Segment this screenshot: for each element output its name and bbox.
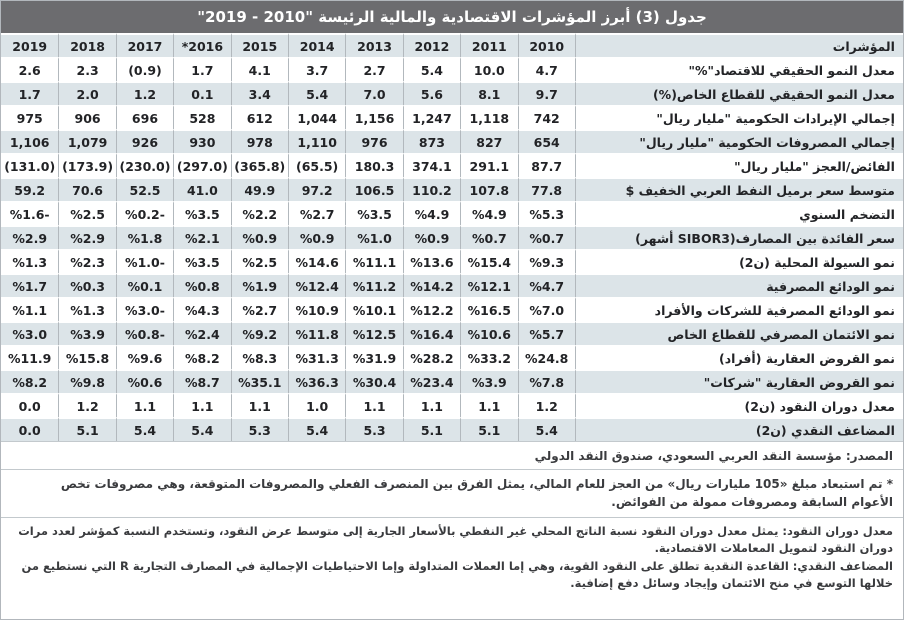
value-cell: %2.9 [1,225,58,249]
value-cell: 2.6 [1,57,58,81]
value-cell: %3.0 [1,321,58,345]
value-cell: %0.8- [116,321,173,345]
indicator-label: إجمالي المصروفات الحكومية "مليار ريال" [575,129,904,153]
indicator-label: المضاعف النقدي (ن2) [575,417,904,441]
value-cell: %16.5 [460,297,517,321]
value-cell: 3.4 [231,81,288,105]
value-cell: (131.0) [1,153,58,177]
value-cell: %30.4 [345,369,402,393]
value-cell: %0.6 [116,369,173,393]
value-cell: %14.6 [288,249,345,273]
value-cell: 1.7 [173,57,230,81]
value-cell: %8.2 [173,345,230,369]
year-column-header: 2010 [518,33,575,57]
value-cell: 77.8 [518,177,575,201]
value-cell: %4.9 [460,201,517,225]
table-row [1,345,904,369]
table-row [1,297,904,321]
table-row [1,57,904,81]
source-note: المصدر: مؤسسة النقد العربي السعودي، صندوق النقد الدولي [1,441,903,469]
value-cell: 110.2 [403,177,460,201]
value-cell: 976 [345,129,402,153]
value-cell: (297.0) [173,153,230,177]
value-cell: 0.1 [173,81,230,105]
value-cell: 291.1 [460,153,517,177]
table-row [1,417,904,441]
year-column-header: *2016 [173,33,230,57]
value-cell: 1.0 [288,393,345,417]
value-cell: 5.1 [58,417,115,441]
value-cell: 654 [518,129,575,153]
value-cell: %12.4 [288,273,345,297]
value-cell: %0.8 [173,273,230,297]
value-cell: 1.2 [58,393,115,417]
value-cell: 5.1 [403,417,460,441]
indicator-label: نمو القروض العقارية "شركات" [575,369,904,393]
value-cell: 975 [1,105,58,129]
value-cell: %1.1 [1,297,58,321]
value-cell: %15.8 [58,345,115,369]
value-cell: %9.6 [116,345,173,369]
value-cell: %0.7 [518,225,575,249]
value-cell: %0.9 [403,225,460,249]
value-cell: %3.9 [58,321,115,345]
indicators-table [1,33,904,441]
table-title: جدول (3) أبرز المؤشرات الاقتصادية والمالية الرئيسة "2010 - 2019" [1,1,903,33]
value-cell: %11.2 [345,273,402,297]
value-cell: %10.1 [345,297,402,321]
value-cell: 1.1 [460,393,517,417]
value-cell: 5.3 [345,417,402,441]
value-cell: %0.7 [460,225,517,249]
indicator-label: نمو القروض العقارية (أفراد) [575,345,904,369]
value-cell: %0.9 [288,225,345,249]
value-cell: %5.7 [518,321,575,345]
value-cell: 10.0 [460,57,517,81]
value-cell: 1,044 [288,105,345,129]
indicator-label: إجمالي الإيرادات الحكومية "مليار ريال" [575,105,904,129]
table-row [1,273,904,297]
value-cell: 1,106 [1,129,58,153]
value-cell: 180.3 [345,153,402,177]
value-cell: %23.4 [403,369,460,393]
value-cell: %0.1 [116,273,173,297]
table-row [1,105,904,129]
value-cell: %12.1 [460,273,517,297]
value-cell: %2.4 [173,321,230,345]
value-cell: %10.9 [288,297,345,321]
value-cell: %3.5 [173,249,230,273]
value-cell: 528 [173,105,230,129]
value-cell: 1.2 [518,393,575,417]
value-cell: %2.5 [58,201,115,225]
velocity-definition: معدل دوران النقود: يمثل معدل دوران النقود نسبة الناتج المحلي غير النفطي بالأسعار الجارية إلى متوسط عرض النقود، وتستخدم النسبة كمؤشر لعدد مرات دوران النقود لتمويل المعاملات الاقتصادية. [18,524,893,556]
value-cell: 696 [116,105,173,129]
value-cell: 742 [518,105,575,129]
indicator-label: نمو السيولة المحلية (ن2) [575,249,904,273]
table-row [1,81,904,105]
value-cell: 87.7 [518,153,575,177]
value-cell: (230.0) [116,153,173,177]
value-cell: 0.0 [1,393,58,417]
value-cell: %8.2 [1,369,58,393]
value-cell: (173.9) [58,153,115,177]
value-cell: %10.6 [460,321,517,345]
value-cell: 827 [460,129,517,153]
value-cell: (365.8) [231,153,288,177]
value-cell: 1,110 [288,129,345,153]
value-cell: 5.4 [403,57,460,81]
value-cell: 1.1 [173,393,230,417]
value-cell: 2.7 [345,57,402,81]
indicator-label: متوسط سعر برميل النفط العربي الخفيف $ [575,177,904,201]
value-cell: 1.2 [116,81,173,105]
value-cell: 3.7 [288,57,345,81]
year-column-header: 2019 [1,33,58,57]
value-cell: %31.3 [288,345,345,369]
value-cell: 5.4 [173,417,230,441]
value-cell: 9.7 [518,81,575,105]
value-cell: %9.8 [58,369,115,393]
year-column-header: 2017 [116,33,173,57]
value-cell: %3.5 [345,201,402,225]
value-cell: 1.1 [231,393,288,417]
value-cell: 5.4 [288,81,345,105]
asterisk-note: * تم استبعاد مبلغ «105 مليارات ريال» من العجز للعام المالي، يمثل الفرق بين المنصرف الفعلي والمصروفات المتوقعة، وهي مصروفات تخص الأعوام السابقة ومصروفات ممولة من الفوائض. [1,469,903,517]
value-cell: %2.1 [173,225,230,249]
value-cell: %3.5 [173,201,230,225]
value-cell: %14.2 [403,273,460,297]
value-cell: 106.5 [345,177,402,201]
table-row [1,369,904,393]
value-cell: %9.2 [231,321,288,345]
indicators-column-header: المؤشرات [575,33,904,57]
table-row [1,321,904,345]
value-cell: %1.7 [1,273,58,297]
year-column-header: 2014 [288,33,345,57]
value-cell: 1.1 [116,393,173,417]
value-cell: 612 [231,105,288,129]
value-cell: 1.1 [403,393,460,417]
value-cell: %11.8 [288,321,345,345]
value-cell: 1,118 [460,105,517,129]
value-cell: 8.1 [460,81,517,105]
value-cell: 107.8 [460,177,517,201]
value-cell: 5.4 [518,417,575,441]
value-cell: %4.3 [173,297,230,321]
value-cell: 873 [403,129,460,153]
value-cell: %2.7 [231,297,288,321]
table-row [1,225,904,249]
value-cell: 906 [58,105,115,129]
value-cell: 0.0 [1,417,58,441]
value-cell: %8.7 [173,369,230,393]
value-cell: %3.0- [116,297,173,321]
table-row [1,177,904,201]
value-cell: 5.4 [288,417,345,441]
value-cell: 70.6 [58,177,115,201]
value-cell: %1.8 [116,225,173,249]
value-cell: %1.9 [231,273,288,297]
indicator-label: الفائض/العجز "مليار ريال" [575,153,904,177]
value-cell: %1.3 [58,297,115,321]
value-cell: 2.0 [58,81,115,105]
year-column-header: 2015 [231,33,288,57]
value-cell: 5.4 [116,417,173,441]
table-row [1,153,904,177]
value-cell: %5.3 [518,201,575,225]
value-cell: (65.5) [288,153,345,177]
value-cell: 374.1 [403,153,460,177]
indicator-label: معدل دوران النقود (ن2) [575,393,904,417]
value-cell: %28.2 [403,345,460,369]
value-cell: 1,079 [58,129,115,153]
year-column-header: 2011 [460,33,517,57]
value-cell: 1.7 [1,81,58,105]
value-cell: %2.2 [231,201,288,225]
indicator-label: سعر الفائدة بين المصارف(SIBOR3 أشهر) [575,225,904,249]
value-cell: %13.6 [403,249,460,273]
value-cell: 49.9 [231,177,288,201]
value-cell: %4.7 [518,273,575,297]
table-header-row [1,33,904,57]
value-cell: 7.0 [345,81,402,105]
value-cell: 1.1 [345,393,402,417]
value-cell: 978 [231,129,288,153]
value-cell: %0.3 [58,273,115,297]
value-cell: 97.2 [288,177,345,201]
value-cell: 5.1 [460,417,517,441]
table-row [1,249,904,273]
value-cell: %4.9 [403,201,460,225]
value-cell: %2.5 [231,249,288,273]
value-cell: 1,247 [403,105,460,129]
value-cell: 926 [116,129,173,153]
value-cell: %7.8 [518,369,575,393]
value-cell: %1.0 [345,225,402,249]
indicator-label: نمو الائتمان المصرفي للقطاع الخاص [575,321,904,345]
value-cell: 52.5 [116,177,173,201]
value-cell: %2.7 [288,201,345,225]
value-cell: %36.3 [288,369,345,393]
definitions-note [1,517,903,590]
value-cell: %1.6- [1,201,58,225]
value-cell: %11.1 [345,249,402,273]
year-column-header: 2018 [58,33,115,57]
value-cell: %0.2- [116,201,173,225]
multiplier-definition: المضاعف النقدي: القاعدة النقدية تطلق على النقود القوية، وهي إما العملات المتداولة وإما الاحتياطيات الإجمالية في المصارف التجارية R التي نستطيع من خلالها التوسع في منح الائتمان وإيجاد وسائل دفع إضافية. [21,558,893,590]
table-row [1,201,904,225]
value-cell: %15.4 [460,249,517,273]
year-column-header: 2013 [345,33,402,57]
value-cell: %3.9 [460,369,517,393]
year-column-header: 2012 [403,33,460,57]
value-cell: %31.9 [345,345,402,369]
table-row [1,393,904,417]
indicator-label: معدل النمو الحقيقي للاقتصاد"%" [575,57,904,81]
value-cell: 1,156 [345,105,402,129]
value-cell: %35.1 [231,369,288,393]
value-cell: %8.3 [231,345,288,369]
indicator-label: معدل النمو الحقيقي للقطاع الخاص(%) [575,81,904,105]
value-cell: 930 [173,129,230,153]
value-cell: %12.5 [345,321,402,345]
value-cell: %7.0 [518,297,575,321]
indicator-label: نمو الودائع المصرفية للشركات والأفراد [575,297,904,321]
value-cell: %1.3 [1,249,58,273]
value-cell: 5.3 [231,417,288,441]
value-cell: %11.9 [1,345,58,369]
value-cell: %12.2 [403,297,460,321]
value-cell: 5.6 [403,81,460,105]
value-cell: 2.3 [58,57,115,81]
value-cell: %1.0- [116,249,173,273]
value-cell: %0.9 [231,225,288,249]
value-cell: %9.3 [518,249,575,273]
table-row [1,129,904,153]
value-cell: %2.3 [58,249,115,273]
value-cell: 4.7 [518,57,575,81]
indicator-label: التضخم السنوي [575,201,904,225]
indicator-label: نمو الودائع المصرفية [575,273,904,297]
value-cell: %2.9 [58,225,115,249]
value-cell: %16.4 [403,321,460,345]
value-cell: 41.0 [173,177,230,201]
value-cell: 59.2 [1,177,58,201]
value-cell: %24.8 [518,345,575,369]
value-cell: 4.1 [231,57,288,81]
value-cell: %33.2 [460,345,517,369]
value-cell: (0.9) [116,57,173,81]
